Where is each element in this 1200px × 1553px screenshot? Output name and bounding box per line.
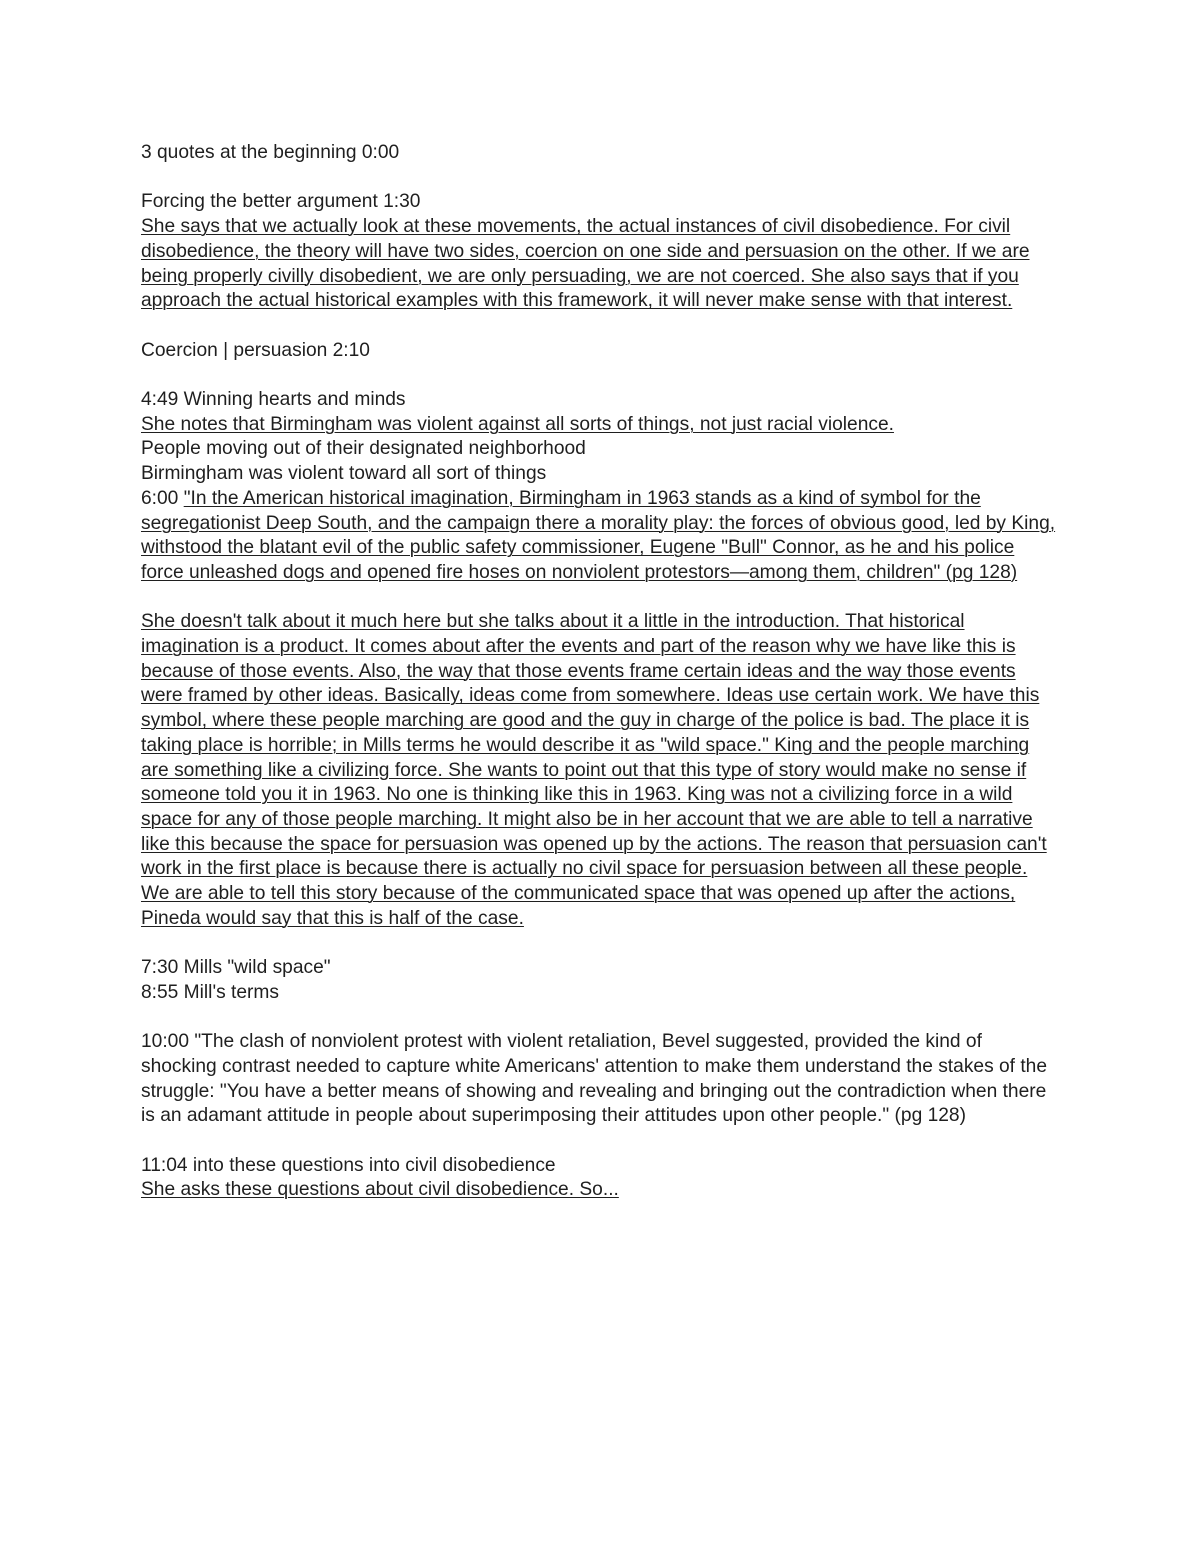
questions-heading: 11:04 into these questions into civil disobedience <box>141 1154 556 1176</box>
quote-1-time: 6:00 <box>141 487 184 509</box>
blank-line <box>141 166 1059 191</box>
coercion-heading: Coercion | persuasion 2:10 <box>141 339 370 361</box>
birmingham-line: Birmingham was violent toward all sort of things <box>141 463 547 485</box>
blank-line <box>141 586 1059 611</box>
quote-2: 10:00 "The clash of nonviolent protest with violent retaliation, Bevel suggested, provided the kind of shocking contrast needed to capture white Americans' attention to make them understand the stakes of the struggle: "You have a better means of showing and revealing and bringing out the contradiction when there is an adamant attitude in people about superimposing their attitudes upon other people." (pg 128) <box>141 1031 1048 1127</box>
analysis-paragraph: She doesn't talk about it much here but she talks about it a little in the introduction. That historical imagination is a product. It comes about after the events and part of the reason why we have like this is because of those events. Also, the way that those events frame certain ideas and the way those events were framed by other ideas. Basically, ideas come from somewhere. Ideas use certain work. We have this symbol, where these people marching are good and the guy in charge of the police is bad. The place it is taking place is horrible; in Mills terms he would describe it as "wild space." King and the people marching are something like a civilizing force. She wants to point out that this type of story would make no sense if someone told you it in 1963. No one is thinking like this in 1963. King was not a civilizing force in a wild space for any of those people marching. It might also be in her account that we are able to tell a narrative like this because the space for persuasion was opened up by the actions. The reason that persuasion can't work in the first place is because there is actually no civil space for persuasion between all these people. We are able to tell this story because of the communicated space that was opened up after the actions, Pineda would say that this is half of the case. <box>141 611 1047 929</box>
mill-terms-line: 8:55 Mill's terms <box>141 981 280 1003</box>
blank-line <box>141 363 1059 388</box>
quotes-heading: 3 quotes at the beginning 0:00 <box>141 142 400 163</box>
blank-line <box>141 931 1059 956</box>
document-page <box>141 141 1059 1203</box>
winning-heading: 4:49 Winning hearts and minds <box>141 388 406 410</box>
forcing-heading: Forcing the better argument 1:30 <box>141 191 421 213</box>
winning-note: She notes that Birmingham was violent against all sorts of things, not just racial violence. <box>141 413 894 435</box>
blank-line <box>141 1006 1059 1031</box>
questions-note-line <box>141 1178 1059 1203</box>
mills-line: 7:30 Mills "wild space" <box>141 957 331 979</box>
questions-note: She asks these questions about civil disobedience. So... <box>141 1179 619 1201</box>
forcing-note: She says that we actually look at these movements, the actual instances of civil disobedience. For civil disobedience, the theory will have two sides, coercion on one side and persuasion on the other. If we are being properly civilly disobedient, we are only persuading, we are not coerced. She also says that if you approach the actual historical examples with this framework, it will never make sense with that interest. <box>141 216 1030 312</box>
blank-line <box>141 314 1059 339</box>
people-line: People moving out of their designated neighborhood <box>141 438 586 460</box>
quote-1-text: "In the American historical imagination, Birmingham in 1963 stands as a kind of symbol for the segregationist Deep South, and the campaign there a morality play: the forces of obvious good, led by King, withstood the blatant evil of the public safety commissioner, Eugene "Bull" Connor, as he and his police force unleashed dogs and opened fire hoses on nonviolent protestors—among them, children" (pg 128) <box>141 487 1056 583</box>
blank-line <box>141 1129 1059 1154</box>
quote-1 <box>141 487 1059 586</box>
